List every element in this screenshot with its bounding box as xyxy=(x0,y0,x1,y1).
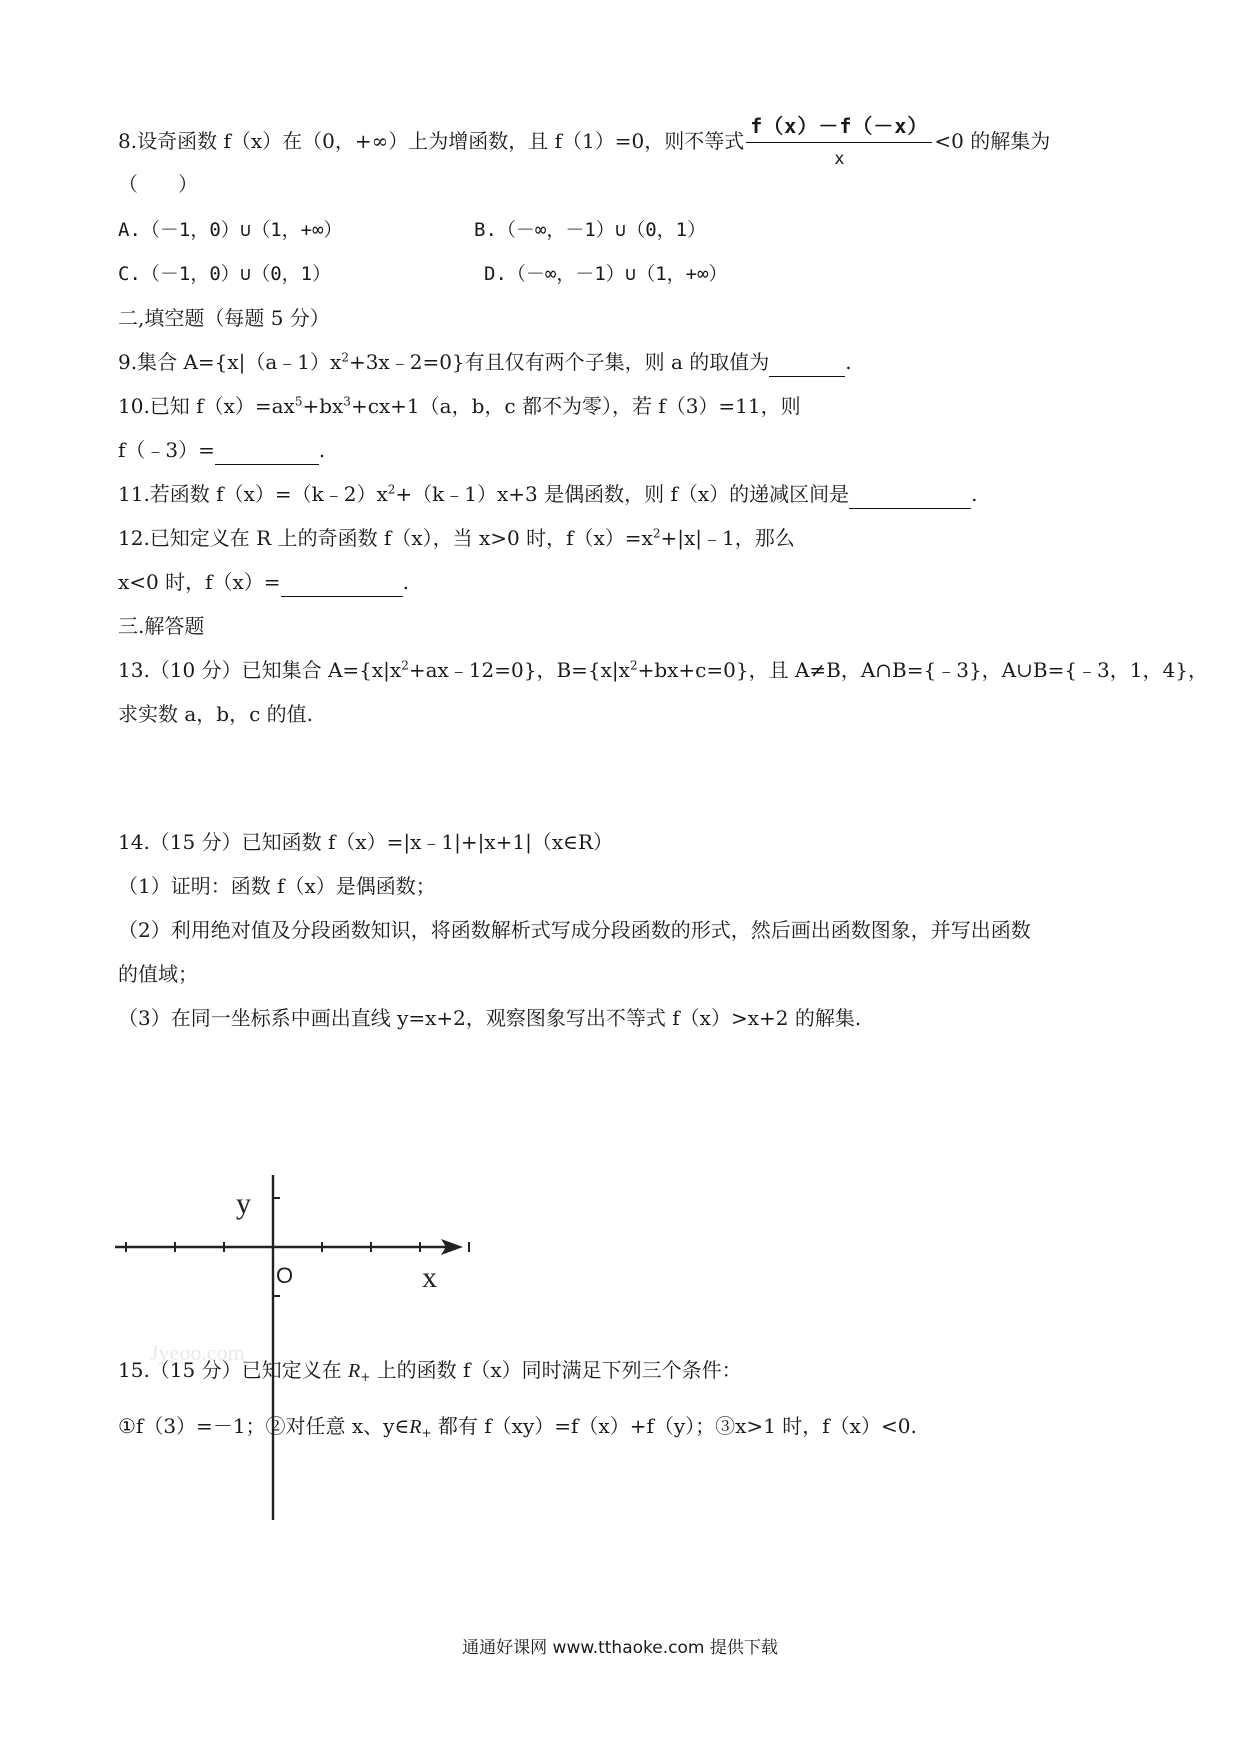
section-3-title: 三.解答题 xyxy=(118,614,205,638)
q12-answer-blank[interactable] xyxy=(281,568,403,597)
q10-line2-text: f（﹣3）= xyxy=(118,438,215,462)
page-footer: 通通好课网 www.tthaoke.com 提供下载 xyxy=(462,1638,778,1658)
q8-option-b: B.（－∞，－1）∪（0，1） xyxy=(474,219,707,241)
q12-text-a: 12.已知定义在 R 上的奇函数 f（x），当 x>0 时，f（x）=x xyxy=(118,526,653,550)
q10 xyxy=(118,392,801,420)
q13 xyxy=(118,656,1208,684)
q14-part-3: （3）在同一坐标系中画出直线 y=x+2，观察图象写出不等式 f（x）>x+2 的解集. xyxy=(118,1006,862,1030)
q8-frac-numerator: f（x）－f（－x） xyxy=(746,112,932,143)
q8-stem xyxy=(118,112,1050,173)
q10-answer-blank[interactable] xyxy=(215,436,319,465)
q11-answer-blank[interactable] xyxy=(849,480,971,509)
q12-line2-end: . xyxy=(402,570,409,594)
q15-r-symbol: R xyxy=(347,1360,361,1382)
q8-fraction xyxy=(746,112,932,173)
q11-text-b: +（k﹣1）x+3 是偶函数，则 f（x）的递减区间是 xyxy=(395,482,850,506)
q8-answer-paren: （ ） xyxy=(118,172,198,196)
q12-sup: 2 xyxy=(652,526,661,541)
q9 xyxy=(118,348,852,377)
q9-answer-blank[interactable] xyxy=(769,348,845,377)
q9-text-a: 9.集合 A={x|（a﹣1）x xyxy=(118,350,342,374)
q15-text-b: 上的函数 f（x）同时满足下列三个条件： xyxy=(370,1358,742,1382)
q13-text-c: +bx+c=0}，且 A≠B，A∩B={﹣3}，A∪B={﹣3，1，4}， xyxy=(637,658,1208,682)
q8-option-a: A.（－1，0）∪（1，+∞） xyxy=(118,219,343,241)
q10-text-c: +cx+1（a，b，c 都不为零），若 f（3）=11，则 xyxy=(350,394,801,418)
q11-sup: 2 xyxy=(387,482,396,497)
chart-watermark: Jyeoo.com xyxy=(150,1340,245,1365)
q15-r-plus: + xyxy=(360,1370,371,1384)
q15-line2-a: ①f（3）=－1；②对任意 x、y∈ xyxy=(118,1414,410,1438)
q8-option-c: C.（－1，0）∪（0，1） xyxy=(118,263,332,285)
q13-sup-1: 2 xyxy=(401,658,409,673)
q10-text-b: +bx xyxy=(302,394,344,418)
q13-text-b: +ax﹣12=0}，B={x|x xyxy=(408,658,630,682)
q15-line-2 xyxy=(118,1412,917,1447)
q11-text-a: 11.若函数 f（x）=（k﹣2）x xyxy=(118,482,388,506)
y-axis-label: y xyxy=(236,1187,251,1220)
q14-part-2-line-1: （2）利用绝对值及分段函数知识，将函数解析式写成分段函数的形式，然后画出函数图象，并写出函数 xyxy=(118,918,1031,942)
q14-title: 14.（15 分）已知函数 f（x）=|x﹣1|+|x+1|（x∈R） xyxy=(118,830,614,854)
q13-sup-2: 2 xyxy=(629,658,638,673)
q9-text-b: +3x﹣2=0}有且仅有两个子集，则 a 的取值为 xyxy=(348,350,770,374)
q15-text-a: 15.（15 分）已知定义在 xyxy=(118,1358,348,1382)
q8-frac-denominator: x xyxy=(834,149,845,169)
q15-line2-r-plus: + xyxy=(421,1426,432,1440)
q8-options-row-1 xyxy=(118,216,706,244)
q10-sup-2: 3 xyxy=(343,394,351,409)
q8-option-d: D.（－∞，－1）∪（1，+∞） xyxy=(484,263,728,285)
q10-line-2 xyxy=(118,436,325,465)
origin-label: O xyxy=(276,1263,294,1288)
q13-text-a: 13.（10 分）已知集合 A={x|x xyxy=(118,658,402,682)
q15 xyxy=(118,1356,742,1391)
section-2-title: 二,填空题（每题 5 分） xyxy=(118,306,330,330)
q12-text-b: +|x|﹣1，那么 xyxy=(660,526,795,550)
q15-line2-r-symbol: R xyxy=(409,1416,422,1438)
q8-text-a: 8.设奇函数 f（x）在（0，+∞）上为增函数，且 f（1）=0，则不等式 xyxy=(118,129,745,153)
q9-sup: 2 xyxy=(341,350,349,365)
q12-line2-text: x<0 时，f（x）= xyxy=(118,570,281,594)
q10-text-a: 10.已知 f（x）=ax xyxy=(118,394,295,418)
q11-text-c: . xyxy=(971,482,978,506)
q10-sup-1: 5 xyxy=(294,394,303,409)
x-axis-label: x xyxy=(422,1261,437,1294)
q15-line2-b: 都有 f（xy）=f（x）+f（y）；③x>1 时，f（x）<0. xyxy=(431,1414,917,1438)
q8-options-row-2 xyxy=(118,260,728,288)
q8-text-b: <0 的解集为 xyxy=(934,129,1051,153)
q12 xyxy=(118,524,795,552)
q14-part-2-line-2: 的值域； xyxy=(118,962,198,986)
q13-line-2: 求实数 a，b，c 的值. xyxy=(118,702,313,726)
q10-line2-end: . xyxy=(318,438,326,462)
q11 xyxy=(118,480,978,509)
q9-text-c: . xyxy=(845,350,852,374)
q14-part-1: （1）证明：函数 f（x）是偶函数； xyxy=(118,874,436,898)
q12-line-2 xyxy=(118,568,409,597)
coordinate-axes-figure xyxy=(110,1175,530,1520)
